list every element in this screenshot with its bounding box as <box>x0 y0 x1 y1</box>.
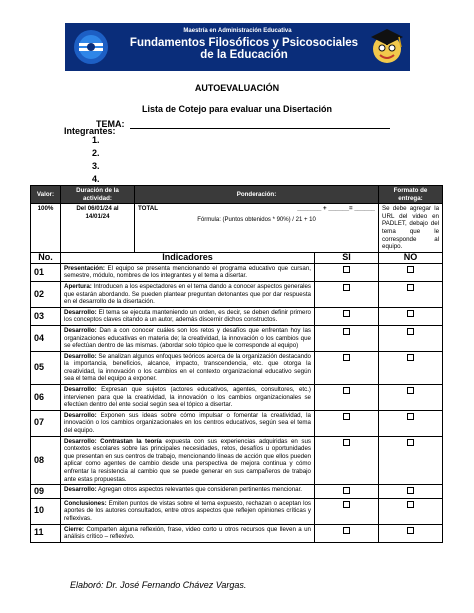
author-footer: Elaboró: Dr. José Fernando Chávez Vargas. <box>70 580 247 590</box>
col-indicadores: Indicadores <box>61 252 315 263</box>
indicator-text <box>61 351 315 384</box>
row-number: 05 <box>31 351 61 384</box>
total-label: TOTAL <box>138 205 159 213</box>
indicator-description: Dan a con conocer cuáles son los retos y desafíos que enfrentan hoy las organizaciones educativas en materia de; la creatividad, la innovación o los cambios que se efectúan dentro de las mismas. (abordar solo tópico que le corresponde al equipo) <box>64 326 311 350</box>
si-checkbox[interactable] <box>343 439 350 446</box>
indicator-description: Emiten puntos de vistas sobre el tema expuesto, rechazan o aceptan los aportes de los autores consultados, entre otros aspectos que reflejen opiniones críticas y reflexivas. <box>64 499 311 522</box>
indicator-label: Desarrollo: <box>64 352 97 360</box>
si-cell <box>315 385 379 411</box>
integrantes-label: Integrantes: <box>64 126 116 136</box>
indicator-label: Cierre: <box>64 525 84 533</box>
no-cell <box>379 263 443 281</box>
indicator-text <box>61 436 315 485</box>
total-expression[interactable]: _______ + ______= ______ <box>297 205 376 213</box>
no-cell <box>379 410 443 436</box>
table-row <box>31 263 443 281</box>
header-ponderacion: Ponderación: <box>135 186 379 204</box>
no-cell <box>379 436 443 485</box>
table-info-row <box>31 204 443 253</box>
no-checkbox[interactable] <box>407 487 414 494</box>
no-checkbox[interactable] <box>407 501 414 508</box>
row-number: 08 <box>31 436 61 485</box>
indicator-label: Desarrollo: <box>64 326 97 334</box>
col-no: No. <box>31 252 61 263</box>
no-checkbox[interactable] <box>407 413 414 420</box>
row-number: 06 <box>31 385 61 411</box>
row-number: 07 <box>31 410 61 436</box>
indicator-description: Expresan que sujetos (actores educativos, agentes, consultores, etc.) intervienen para que la creatividad, la innovación o los cambios organizacionales se efectúen dentro del ente social según sea el tópico a disertar. <box>64 386 311 409</box>
no-checkbox[interactable] <box>407 354 414 361</box>
indicator-text <box>61 485 315 499</box>
no-checkbox[interactable] <box>407 284 414 291</box>
indicator-text <box>61 307 315 325</box>
ponderacion-cell <box>135 204 379 253</box>
table-row <box>31 524 443 542</box>
si-cell <box>315 325 379 351</box>
indicator-description: Comparten alguna reflexión, frase, video corto u otros recursos que lleven a un análisis crítico – reflexivo. <box>64 525 311 541</box>
si-cell <box>315 524 379 542</box>
no-checkbox[interactable] <box>407 310 414 317</box>
no-cell <box>379 307 443 325</box>
table-row <box>31 325 443 351</box>
si-cell <box>315 281 379 307</box>
indicator-label: Desarrollo: <box>64 486 97 494</box>
si-cell <box>315 351 379 384</box>
indicator-text <box>61 498 315 524</box>
indicator-text <box>61 263 315 281</box>
no-cell <box>379 498 443 524</box>
row-number: 10 <box>31 498 61 524</box>
table-row <box>31 307 443 325</box>
indicator-label: Desarrollo: Contrastan la teoría <box>64 437 162 445</box>
table-row <box>31 385 443 411</box>
indicator-label: Apertura: <box>64 282 92 290</box>
row-number: 11 <box>31 524 61 542</box>
si-cell <box>315 263 379 281</box>
si-checkbox[interactable] <box>343 413 350 420</box>
indicator-description: Agregan otros aspectos relevantes que consideren pertinentes mencionar. <box>96 486 303 494</box>
indicator-label: Conclusiones: <box>64 499 107 507</box>
table-row <box>31 351 443 384</box>
table-row <box>31 485 443 499</box>
si-cell <box>315 307 379 325</box>
row-number: 09 <box>31 485 61 499</box>
integrante-1[interactable]: 1. <box>92 135 100 145</box>
si-checkbox[interactable] <box>343 501 350 508</box>
si-cell <box>315 410 379 436</box>
indicator-description: Exponen sus ideas sobre cómo impulsar o fomentar la creatividad, la innovación o los cambios organizacionales en los centros educativos, según sea el tema del equipo. <box>64 411 311 435</box>
indicator-text <box>61 385 315 411</box>
indicator-label: Desarrollo: <box>64 308 97 316</box>
no-cell <box>379 524 443 542</box>
no-checkbox[interactable] <box>407 439 414 446</box>
university-logo-icon <box>73 29 109 65</box>
table-row <box>31 410 443 436</box>
indicator-text <box>61 281 315 307</box>
header-duracion: Duración de la actividad: <box>61 186 135 204</box>
indicator-text <box>61 410 315 436</box>
tema-blank-line[interactable] <box>130 128 390 129</box>
no-cell <box>379 351 443 384</box>
si-checkbox[interactable] <box>343 487 350 494</box>
indicator-description: El tema se ejecuta manteniendo un orden, es decir, se deben definir primero los conceptos claves citando a un autor, además discernir dichos constructos. <box>64 308 311 324</box>
header-banner <box>65 23 410 71</box>
no-cell <box>379 281 443 307</box>
indicator-description: Se analizan algunos enfoques teóricos acerca de la organización destacando la importancia, beneficios, alcance, impacto, transcendencia, etc. que otorga la creatividad, la innovación o los cambios en el contexto organizacional educativo según sea el tema del equipo a exponer. <box>64 352 311 383</box>
si-checkbox[interactable] <box>343 354 350 361</box>
table-header-row <box>31 186 443 204</box>
tema-label: TEMA: <box>96 119 125 129</box>
indicator-label: Presentación: <box>64 264 105 272</box>
si-checkbox[interactable] <box>343 310 350 317</box>
formato-value: Se debe agregar la URL del video en PADLET, debajo del tema que le corresponde al equipo. <box>379 204 443 253</box>
integrante-2[interactable]: 2. <box>92 148 100 158</box>
indicator-text <box>61 325 315 351</box>
graduate-mascot-icon <box>365 25 409 69</box>
table-row <box>31 281 443 307</box>
no-cell <box>379 325 443 351</box>
row-number: 01 <box>31 263 61 281</box>
col-si: SI <box>315 252 379 263</box>
si-cell <box>315 498 379 524</box>
integrante-4[interactable]: 4. <box>92 174 100 184</box>
indicator-description: El equipo se presenta mencionando el programa educativo que cursan, semestre, módulo, nombres de los integrantes y el tema a disertar. <box>64 264 311 280</box>
doc-subtitle: Lista de Cotejo para evaluar una Disertación <box>141 104 333 114</box>
si-cell <box>315 436 379 485</box>
doc-title: AUTOEVALUACIÓN <box>194 83 280 93</box>
si-checkbox[interactable] <box>343 387 350 394</box>
row-number: 02 <box>31 281 61 307</box>
integrantes-list <box>92 134 100 186</box>
si-checkbox[interactable] <box>343 328 350 335</box>
no-checkbox[interactable] <box>407 387 414 394</box>
no-checkbox[interactable] <box>407 328 414 335</box>
row-number: 04 <box>31 325 61 351</box>
checklist-table <box>30 185 443 543</box>
row-number: 03 <box>31 307 61 325</box>
table-row <box>31 498 443 524</box>
formula-text: Fórmula: (Puntos obtenidos * 90%) / 21 + 10 <box>197 216 316 223</box>
si-cell <box>315 485 379 499</box>
si-checkbox[interactable] <box>343 266 350 273</box>
course-title: Fundamentos Filosóficos y Psicosociales de la Educación <box>129 37 359 61</box>
no-cell <box>379 485 443 499</box>
no-checkbox[interactable] <box>407 266 414 273</box>
program-name: Maestría en Administración Educativa <box>183 28 292 34</box>
valor-value: 100% <box>31 204 61 253</box>
indicator-description: Introducen a los espectadores en el tema dando a conocer aspectos generales que estarán abordando. Se pueden plantear preguntan detonantes que por dar respuesta en el desarrollo de la disertación. <box>64 282 311 306</box>
indicator-description: expuesta con sus experiencias adquiridas en sus contextos escolares sobre las principales necesidades, retos, desafíos u oportunidades que presentan en sus centros de trabajo, mencionando líneas de acción que ellos pueden aplicar como agentes de cambio desde una perspectiva de mejora continua y cómo enfrentar la resistencia al cambio que se puede generar en sus campañeros de trabajo ante estas propuestas. <box>64 437 311 483</box>
col-no-check: NO <box>379 252 443 263</box>
header-formato: Formato de entrega: <box>379 186 443 204</box>
si-checkbox[interactable] <box>343 527 350 534</box>
duracion-value: Del 06/01/24 al 14/01/24 <box>61 204 135 253</box>
indicator-label: Desarrollo: <box>64 411 97 419</box>
header-valor: Valor: <box>31 186 61 204</box>
indicator-text <box>61 524 315 542</box>
column-header-row <box>31 252 443 263</box>
no-checkbox[interactable] <box>407 527 414 534</box>
indicator-label: Desarrollo: <box>64 386 97 394</box>
table-row <box>31 436 443 485</box>
no-cell <box>379 385 443 411</box>
integrante-3[interactable]: 3. <box>92 161 100 171</box>
si-checkbox[interactable] <box>343 284 350 291</box>
